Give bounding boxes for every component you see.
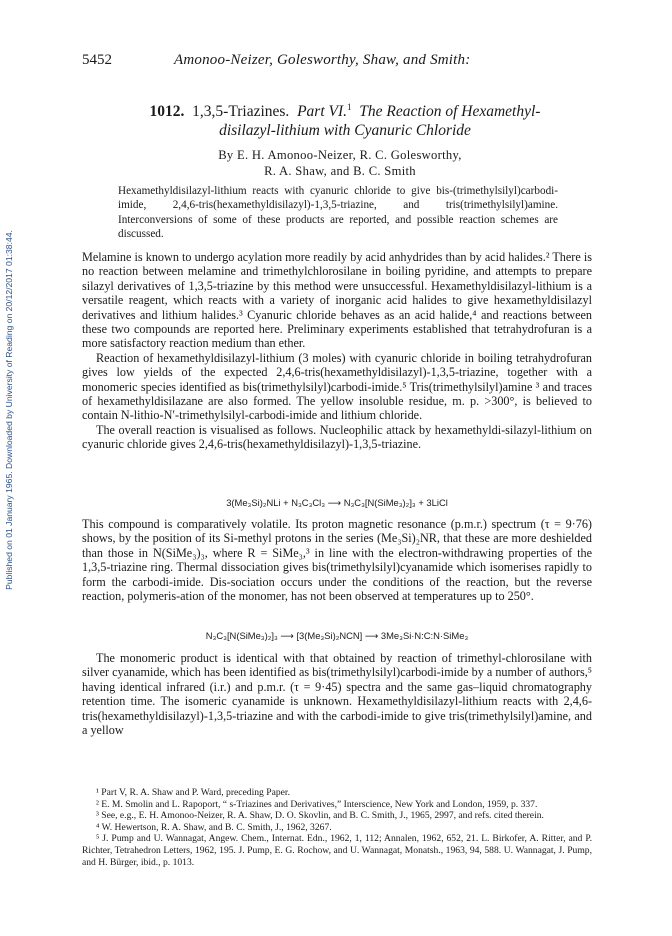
footnote-1: ¹ Part V, R. A. Shaw and P. Ward, preceding Paper. — [96, 787, 290, 798]
authors-line1: By E. H. Amonoo-Neizer, R. C. Golesworthy, — [218, 148, 462, 162]
body-section-1 — [82, 250, 592, 452]
footnotes — [82, 787, 592, 868]
running-title: Amonoo-Neizer, Golesworthy, Shaw, and Smith: — [174, 52, 471, 68]
title-line1-rest: The Reaction of Hexamethyl- — [359, 103, 541, 121]
footnote-5: ⁵ J. Pump and U. Wannagat, Angew. Chem., Internat. Edn., 1962, 1, 112; Annalen, 1962, 652, 21. L. Birkofer, A. Ritter, and P. Richter, Tetrahedron Letters, 1962, 195. J. Pump, E. G. Rochow, and U. Wannagat, Monatsh., 1963, 94, 588. U. Wannagat, J. Pump, and H. Bürger, ibid., p. 1013. — [82, 833, 592, 868]
paragraph-4: This compound is comparatively volatile. Its proton magnetic resonance (p.m.r.) spectrum (τ = 9·76) shows, by the position of its Si-methyl protons in the series (Me₃Si)₂NR, that these are more deshielded than those in N(SiMe₃)₃, where R = SiMe₃,³ in line with the electron-withdrawing properties of the 1,3,5-triazine ring. Thermal dissociation gives bis(trimethylsilyl)cyanamide which isomerises rapidly to form the carbodi-imide. Dis-sociation occurs under the conditions of the reaction, but the reverse reaction, polymeris-ation of the monomer, has not been observed at temperatures up to 250°. — [82, 517, 592, 604]
title-series: 1,3,5-Triazines. — [192, 103, 290, 121]
footnote-4: ⁴ W. Hewertson, R. A. Shaw, and B. C. Smith, J., 1962, 3267. — [96, 821, 332, 833]
body-section-2 — [82, 517, 592, 603]
title-line2: disilazyl-lithium with Cyanuric Chloride — [219, 122, 471, 140]
page-number: 5452 — [82, 52, 112, 68]
footnote-2: ² E. M. Smolin and L. Rapoport, “ s-Triazines and Derivatives,” Interscience, New York and London, 1959, p. 337. — [96, 798, 538, 810]
download-stamp — [2, 150, 16, 670]
paragraph-5: The monomeric product is identical with that obtained by reaction of trimethyl-chlorosilane with silver cyanamide, which has been identified as bis(trimethylsilyl)carbodi-imide by a number of authors,⁵ having identical infrared (i.r.) and p.m.r. (τ = 9·45) spectra and the same gas–liquid chromatography retention time. The isomeric cyanamide is unknown. Hexamethyldisilazyl-lithium reacts with 2,4,6-tris(hexamethyldisilazyl)-1,3,5-triazine and with the carbodi-imide to give tris(trimethylsilyl)amine, and a yellow — [82, 651, 592, 738]
paragraph-3: The overall reaction is visualised as follows. Nucleophilic attack by hexamethyldi-silazyl-lithium on cyanuric chloride gives 2,4,6-tris(hexamethyldisilazyl)-1,3,5-triazine. — [82, 422, 592, 452]
article-title — [105, 98, 585, 140]
author-list — [100, 147, 580, 179]
title-part: Part VI. — [297, 103, 347, 121]
download-stamp-text: Published on 01 January 1965. Downloaded by University of Reading on 20/12/2017 01:38:44. — [4, 230, 14, 590]
paragraph-1: Melamine is known to undergo acylation more readily by acid anhydrides than by acid halides.² There is no reaction between melamine and trimethylchlorosilane in boiling pyridine, and attempts to prepare silazyl derivatives of 1,3,5-triazine by this method were unsuccessful. Hexamethyldisilazyl-lithium is a versatile reagent, which reacts with a variety of inorganic acid halides to give hexamethyldisilazyl derivatives and lithium halides.³ Cyanuric chloride behaves as an acid halide,⁴ and reactions between these two compounds are reported here. Preliminary experiments established that tetrahydrofuran is a more satisfactory reaction medium than ether. — [82, 250, 592, 351]
title-footnote-ref: 1 — [347, 102, 352, 112]
paragraph-2: Reaction of hexamethyldisilazyl-lithium (3 moles) with cyanuric chloride in boiling tetrahydrofuran gives low yields of the expected 2,4,6-tris(hexamethyldisilazyl)-1,3,5-triazine, together with a monomeric species identified as bis(trimethylsilyl)carbodi-imide.⁵ Tris(trimethylsilyl)amine ³ and traces of hexamethyldisilazane are also formed. The yellow insoluble residue, m. p. >300°, is believed to contain N-lithio-N′-trimethylsilyl-carbodi-imide and lithium chloride. — [82, 350, 592, 423]
equation-1: 3(Me₃Si)₂NLi + N₃C₃Cl₃ ⟶ N₃C₃[N(SiMe₃)₂]₃ + 3LiCl — [226, 497, 448, 508]
equation-2: N₃C₃[N(SiMe₃)₂]₃ ⟶ [3(Me₃Si)₂NCN] ⟶ 3Me₃Si·N:C:N·SiMe₃ — [205, 630, 469, 641]
footnote-3: ³ See, e.g., E. H. Amonoo-Neizer, R. A. Shaw, D. O. Skovlin, and B. C. Smith, J., 1965, 2997, and refs. cited therein. — [96, 810, 544, 822]
body-section-3 — [82, 651, 592, 737]
authors-line2: R. A. Shaw, and B. C. Smith — [264, 164, 416, 178]
article-number: 1012. — [149, 103, 185, 121]
abstract: Hexamethyldisilazyl-lithium reacts with cyanuric chloride to give bis-(trimethylsilyl)carbodi-imide, 2,4,6-tris(hexamethyldisilazyl)-1,3,5-triazine, and tris(trimethylsilyl)amine. Interconversions of some of these products are reported, and possible reaction schemes are discussed. — [118, 185, 558, 240]
